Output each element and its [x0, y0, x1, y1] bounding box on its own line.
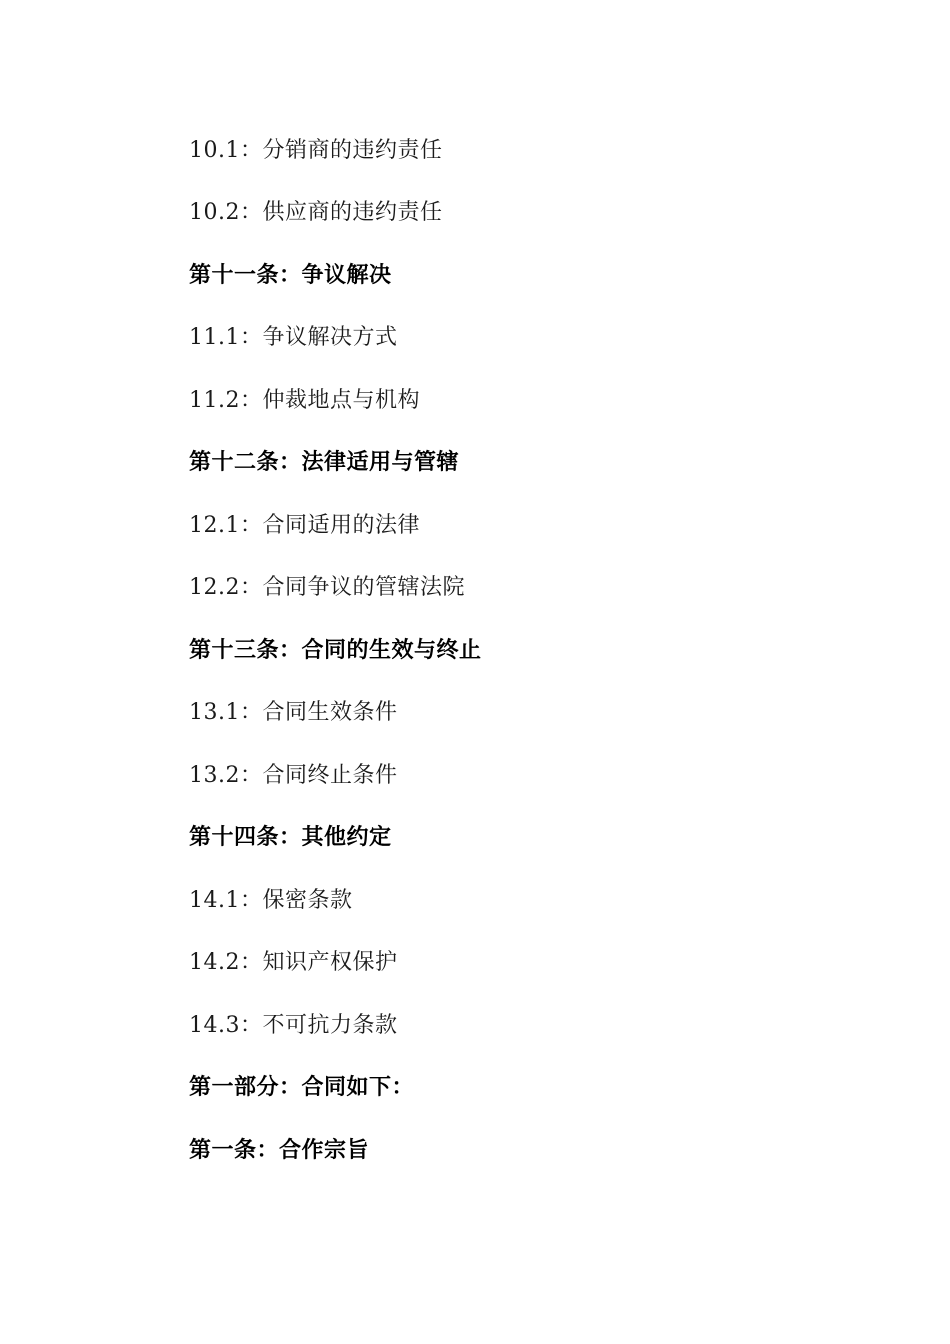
- clause-14-2: 14.2：知识产权保护: [189, 950, 398, 975]
- part-1-heading: 第一部分：合同如下：: [189, 1075, 415, 1100]
- article-12-heading: 第十二条：法律适用与管辖: [189, 450, 460, 475]
- clause-11-2: 11.2：仲裁地点与机构: [189, 388, 420, 413]
- clause-13-1: 13.1：合同生效条件: [189, 700, 398, 725]
- clause-12-2: 12.2：合同争议的管辖法院: [189, 575, 465, 600]
- clause-12-1: 12.1：合同适用的法律: [189, 513, 420, 538]
- article-14-heading: 第十四条：其他约定: [189, 825, 392, 850]
- clause-14-1: 14.1：保密条款: [189, 888, 353, 913]
- clause-10-1: 10.1：分销商的违约责任: [189, 138, 443, 163]
- article-1-heading: 第一条：合作宗旨: [189, 1138, 370, 1163]
- clause-10-2: 10.2：供应商的违约责任: [189, 200, 443, 225]
- clause-14-3: 14.3：不可抗力条款: [189, 1013, 398, 1038]
- clause-11-1: 11.1：争议解决方式: [189, 325, 398, 350]
- clause-13-2: 13.2：合同终止条件: [189, 763, 398, 788]
- article-13-heading: 第十三条：合同的生效与终止: [189, 638, 482, 663]
- article-11-heading: 第十一条：争议解决: [189, 263, 392, 288]
